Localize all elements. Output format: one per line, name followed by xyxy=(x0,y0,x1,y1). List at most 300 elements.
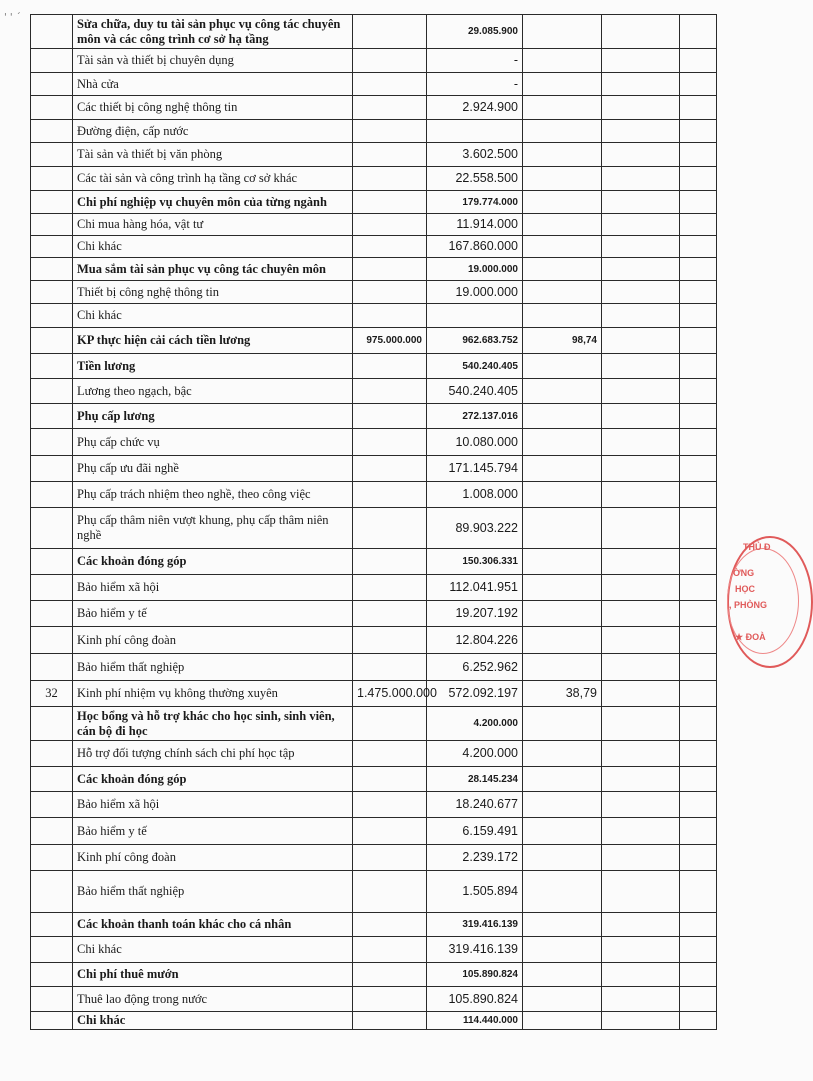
plan-amount xyxy=(353,767,427,792)
empty-cell xyxy=(602,236,680,258)
row-number xyxy=(31,15,73,49)
actual-amount: 2.239.172 xyxy=(427,845,523,871)
table-row xyxy=(31,404,717,429)
item-name: Phụ cấp chức vụ xyxy=(73,429,353,456)
table-row xyxy=(31,767,717,792)
actual-amount: 2.924.900 xyxy=(427,96,523,120)
percent-complete xyxy=(523,987,602,1012)
plan-amount xyxy=(353,508,427,549)
row-number xyxy=(31,707,73,741)
plan-amount xyxy=(353,792,427,818)
item-name: Phụ cấp lương xyxy=(73,404,353,429)
row-number xyxy=(31,96,73,120)
empty-cell xyxy=(602,482,680,508)
table-row xyxy=(31,49,717,73)
item-name: Chi khác xyxy=(73,304,353,328)
row-number xyxy=(31,871,73,913)
actual-amount xyxy=(427,304,523,328)
row-number xyxy=(31,404,73,429)
empty-cell xyxy=(680,258,717,281)
table-row xyxy=(31,214,717,236)
percent-complete xyxy=(523,792,602,818)
plan-amount xyxy=(353,456,427,482)
plan-amount xyxy=(353,236,427,258)
empty-cell xyxy=(602,404,680,429)
plan-amount xyxy=(353,429,427,456)
empty-cell xyxy=(680,281,717,304)
empty-cell xyxy=(680,304,717,328)
table-row xyxy=(31,328,717,354)
empty-cell xyxy=(602,963,680,987)
table-row xyxy=(31,549,717,575)
empty-cell xyxy=(680,741,717,767)
plan-amount xyxy=(353,354,427,379)
empty-cell xyxy=(602,143,680,167)
percent-complete xyxy=(523,404,602,429)
actual-amount: 19.000.000 xyxy=(427,281,523,304)
percent-complete xyxy=(523,937,602,963)
empty-cell xyxy=(680,601,717,627)
plan-amount xyxy=(353,379,427,404)
actual-amount: 29.085.900 xyxy=(427,15,523,49)
empty-cell xyxy=(680,627,717,654)
percent-complete: 38,79 xyxy=(523,681,602,707)
actual-amount: - xyxy=(427,73,523,96)
percent-complete xyxy=(523,191,602,214)
percent-complete xyxy=(523,120,602,143)
empty-cell xyxy=(680,987,717,1012)
actual-amount: 1.505.894 xyxy=(427,871,523,913)
empty-cell xyxy=(602,549,680,575)
plan-amount xyxy=(353,871,427,913)
actual-amount: 19.207.192 xyxy=(427,601,523,627)
percent-complete xyxy=(523,429,602,456)
table-row xyxy=(31,73,717,96)
empty-cell xyxy=(602,258,680,281)
percent-complete xyxy=(523,143,602,167)
table-row xyxy=(31,871,717,913)
item-name: Bảo hiểm y tế xyxy=(73,818,353,845)
actual-amount: 150.306.331 xyxy=(427,549,523,575)
percent-complete xyxy=(523,871,602,913)
empty-cell xyxy=(602,707,680,741)
empty-cell xyxy=(602,654,680,681)
row-number: 32 xyxy=(31,681,73,707)
row-number xyxy=(31,191,73,214)
actual-amount: 12.804.226 xyxy=(427,627,523,654)
row-number xyxy=(31,258,73,281)
row-number xyxy=(31,627,73,654)
empty-cell xyxy=(602,937,680,963)
item-name: Các khoản đóng góp xyxy=(73,767,353,792)
item-name: Tài sản và thiết bị chuyên dụng xyxy=(73,49,353,73)
empty-cell xyxy=(680,913,717,937)
table-row xyxy=(31,429,717,456)
seal-text: , PHÒNG xyxy=(729,600,768,610)
empty-cell xyxy=(680,15,717,49)
item-name: Kinh phí công đoàn xyxy=(73,627,353,654)
empty-cell xyxy=(680,379,717,404)
actual-amount: 179.774.000 xyxy=(427,191,523,214)
plan-amount xyxy=(353,143,427,167)
plan-amount xyxy=(353,845,427,871)
item-name: Các thiết bị công nghệ thông tin xyxy=(73,96,353,120)
table-row xyxy=(31,96,717,120)
row-number xyxy=(31,214,73,236)
row-number xyxy=(31,482,73,508)
actual-amount: 89.903.222 xyxy=(427,508,523,549)
item-name: Các khoản đóng góp xyxy=(73,549,353,575)
actual-amount: 3.602.500 xyxy=(427,143,523,167)
table-row xyxy=(31,15,717,49)
percent-complete xyxy=(523,49,602,73)
row-number xyxy=(31,1012,73,1030)
percent-complete xyxy=(523,167,602,191)
table-row xyxy=(31,236,717,258)
item-name: Bảo hiểm thất nghiệp xyxy=(73,654,353,681)
row-number xyxy=(31,143,73,167)
percent-complete xyxy=(523,15,602,49)
empty-cell xyxy=(602,354,680,379)
row-number xyxy=(31,456,73,482)
plan-amount xyxy=(353,575,427,601)
empty-cell xyxy=(602,49,680,73)
actual-amount: 540.240.405 xyxy=(427,379,523,404)
table-row xyxy=(31,913,717,937)
item-name: KP thực hiện cải cách tiền lương xyxy=(73,328,353,354)
budget-table xyxy=(30,14,717,1030)
plan-amount xyxy=(353,913,427,937)
actual-amount: 112.041.951 xyxy=(427,575,523,601)
row-number xyxy=(31,792,73,818)
table-row xyxy=(31,627,717,654)
empty-cell xyxy=(680,871,717,913)
seal-text: THỦ Đ xyxy=(743,542,771,552)
actual-amount: 10.080.000 xyxy=(427,429,523,456)
empty-cell xyxy=(680,654,717,681)
plan-amount xyxy=(353,167,427,191)
empty-cell xyxy=(680,456,717,482)
empty-cell xyxy=(680,73,717,96)
row-number xyxy=(31,354,73,379)
table-row xyxy=(31,792,717,818)
table-row xyxy=(31,508,717,549)
actual-amount: - xyxy=(427,49,523,73)
empty-cell xyxy=(602,281,680,304)
empty-cell xyxy=(680,429,717,456)
plan-amount xyxy=(353,120,427,143)
row-number xyxy=(31,328,73,354)
empty-cell xyxy=(680,482,717,508)
actual-amount: 540.240.405 xyxy=(427,354,523,379)
table-row xyxy=(31,354,717,379)
percent-complete xyxy=(523,913,602,937)
empty-cell xyxy=(680,508,717,549)
item-name: Chi phí thuê mướn xyxy=(73,963,353,987)
item-name: Bảo hiểm xã hội xyxy=(73,792,353,818)
plan-amount xyxy=(353,549,427,575)
table-row xyxy=(31,818,717,845)
empty-cell xyxy=(602,96,680,120)
plan-amount xyxy=(353,937,427,963)
empty-cell xyxy=(602,191,680,214)
table-row xyxy=(31,601,717,627)
empty-cell xyxy=(602,601,680,627)
item-name: Đường điện, cấp nước xyxy=(73,120,353,143)
empty-cell xyxy=(602,818,680,845)
row-number xyxy=(31,741,73,767)
item-name: Chi khác xyxy=(73,236,353,258)
percent-complete xyxy=(523,818,602,845)
empty-cell xyxy=(602,681,680,707)
percent-complete xyxy=(523,214,602,236)
empty-cell xyxy=(680,404,717,429)
row-number xyxy=(31,937,73,963)
plan-amount xyxy=(353,707,427,741)
actual-amount: 962.683.752 xyxy=(427,328,523,354)
empty-cell xyxy=(602,379,680,404)
percent-complete xyxy=(523,549,602,575)
percent-complete xyxy=(523,741,602,767)
row-number xyxy=(31,963,73,987)
empty-cell xyxy=(680,549,717,575)
percent-complete: 98,74 xyxy=(523,328,602,354)
empty-cell xyxy=(602,456,680,482)
percent-complete xyxy=(523,575,602,601)
actual-amount: 171.145.794 xyxy=(427,456,523,482)
plan-amount xyxy=(353,49,427,73)
plan-amount xyxy=(353,258,427,281)
table-row xyxy=(31,120,717,143)
item-name: Chi phí nghiệp vụ chuyên môn của từng ngành xyxy=(73,191,353,214)
item-name: Bảo hiểm xã hội xyxy=(73,575,353,601)
empty-cell xyxy=(680,707,717,741)
percent-complete xyxy=(523,379,602,404)
actual-amount: 319.416.139 xyxy=(427,937,523,963)
row-number xyxy=(31,987,73,1012)
item-name: Hỗ trợ đối tượng chính sách chi phí học tập xyxy=(73,741,353,767)
item-name: Sửa chữa, duy tu tài sản phục vụ công tác chuyên môn và các công trình cơ sở hạ tầng xyxy=(73,15,353,49)
row-number xyxy=(31,304,73,328)
empty-cell xyxy=(602,214,680,236)
plan-amount xyxy=(353,404,427,429)
actual-amount: 18.240.677 xyxy=(427,792,523,818)
actual-amount: 272.137.016 xyxy=(427,404,523,429)
table-row xyxy=(31,281,717,304)
empty-cell xyxy=(680,96,717,120)
percent-complete xyxy=(523,508,602,549)
row-number xyxy=(31,120,73,143)
actual-amount: 28.145.234 xyxy=(427,767,523,792)
item-name: Các tài sản và công trình hạ tầng cơ sở khác xyxy=(73,167,353,191)
actual-amount xyxy=(427,120,523,143)
seal-text: ★ ĐOÀ xyxy=(735,632,766,642)
table-row xyxy=(31,741,717,767)
plan-amount: 975.000.000 xyxy=(353,328,427,354)
empty-cell xyxy=(680,937,717,963)
seal-text: HỌC xyxy=(735,584,755,594)
table-row xyxy=(31,143,717,167)
plan-amount xyxy=(353,214,427,236)
empty-cell xyxy=(602,1012,680,1030)
percent-complete xyxy=(523,963,602,987)
row-number xyxy=(31,281,73,304)
item-name: Thuê lao động trong nước xyxy=(73,987,353,1012)
empty-cell xyxy=(680,575,717,601)
empty-cell xyxy=(602,120,680,143)
row-number xyxy=(31,601,73,627)
red-seal-stamp xyxy=(727,536,813,668)
row-number xyxy=(31,767,73,792)
percent-complete xyxy=(523,767,602,792)
empty-cell xyxy=(602,73,680,96)
actual-amount: 4.200.000 xyxy=(427,741,523,767)
empty-cell xyxy=(602,792,680,818)
row-number xyxy=(31,73,73,96)
percent-complete xyxy=(523,281,602,304)
empty-cell xyxy=(680,143,717,167)
table-row xyxy=(31,963,717,987)
empty-cell xyxy=(602,508,680,549)
table-row xyxy=(31,258,717,281)
table-row xyxy=(31,191,717,214)
row-number xyxy=(31,49,73,73)
table-row xyxy=(31,304,717,328)
item-name: Chi khác xyxy=(73,1012,353,1030)
item-name: Mua sắm tài sản phục vụ công tác chuyên môn xyxy=(73,258,353,281)
actual-amount: 114.440.000 xyxy=(427,1012,523,1030)
row-number xyxy=(31,167,73,191)
percent-complete xyxy=(523,354,602,379)
empty-cell xyxy=(602,767,680,792)
row-number xyxy=(31,913,73,937)
actual-amount: 4.200.000 xyxy=(427,707,523,741)
plan-amount xyxy=(353,741,427,767)
plan-amount xyxy=(353,601,427,627)
actual-amount: 11.914.000 xyxy=(427,214,523,236)
plan-amount xyxy=(353,654,427,681)
empty-cell xyxy=(680,49,717,73)
item-name: Kinh phí nhiệm vụ không thường xuyên xyxy=(73,681,353,707)
seal-text: ỜNG xyxy=(733,568,755,578)
item-name: Chi mua hàng hóa, vật tư xyxy=(73,214,353,236)
item-name: Kinh phí công đoàn xyxy=(73,845,353,871)
item-name: Phụ cấp thâm niên vượt khung, phụ cấp thâm niên nghề xyxy=(73,508,353,549)
item-name: Phụ cấp trách nhiệm theo nghề, theo công việc xyxy=(73,482,353,508)
row-number xyxy=(31,654,73,681)
row-number xyxy=(31,845,73,871)
item-name: Thiết bị công nghệ thông tin xyxy=(73,281,353,304)
plan-amount xyxy=(353,1012,427,1030)
table-row xyxy=(31,845,717,871)
empty-cell xyxy=(602,167,680,191)
table-row xyxy=(31,937,717,963)
table-row xyxy=(31,456,717,482)
empty-cell xyxy=(602,304,680,328)
percent-complete xyxy=(523,236,602,258)
percent-complete xyxy=(523,456,602,482)
empty-cell xyxy=(680,963,717,987)
empty-cell xyxy=(680,167,717,191)
actual-amount: 1.008.000 xyxy=(427,482,523,508)
plan-amount xyxy=(353,73,427,96)
empty-cell xyxy=(602,15,680,49)
empty-cell xyxy=(680,792,717,818)
plan-amount xyxy=(353,987,427,1012)
item-name: Tiền lương xyxy=(73,354,353,379)
plan-amount xyxy=(353,96,427,120)
plan-amount xyxy=(353,818,427,845)
table-row xyxy=(31,167,717,191)
item-name: Nhà cửa xyxy=(73,73,353,96)
table-row xyxy=(31,654,717,681)
percent-complete xyxy=(523,258,602,281)
empty-cell xyxy=(680,767,717,792)
empty-cell xyxy=(680,236,717,258)
empty-cell xyxy=(602,429,680,456)
item-name: Bảo hiểm thất nghiệp xyxy=(73,871,353,913)
plan-amount xyxy=(353,304,427,328)
item-name: Lương theo ngạch, bậc xyxy=(73,379,353,404)
empty-cell xyxy=(680,818,717,845)
item-name: Các khoản thanh toán khác cho cá nhân xyxy=(73,913,353,937)
table-row xyxy=(31,987,717,1012)
row-number xyxy=(31,236,73,258)
item-name: Tài sản và thiết bị văn phòng xyxy=(73,143,353,167)
empty-cell xyxy=(680,328,717,354)
scan-mark: ' ' ´ xyxy=(4,12,21,23)
actual-amount: 6.159.491 xyxy=(427,818,523,845)
table-row xyxy=(31,707,717,741)
row-number xyxy=(31,818,73,845)
empty-cell xyxy=(602,741,680,767)
actual-amount: 105.890.824 xyxy=(427,963,523,987)
empty-cell xyxy=(602,913,680,937)
empty-cell xyxy=(680,845,717,871)
percent-complete xyxy=(523,482,602,508)
percent-complete xyxy=(523,627,602,654)
row-number xyxy=(31,508,73,549)
table-row xyxy=(31,681,717,707)
actual-amount: 572.092.197 xyxy=(427,681,523,707)
empty-cell xyxy=(602,575,680,601)
plan-amount xyxy=(353,191,427,214)
empty-cell xyxy=(602,328,680,354)
empty-cell xyxy=(602,627,680,654)
empty-cell xyxy=(680,681,717,707)
actual-amount: 319.416.139 xyxy=(427,913,523,937)
table-row xyxy=(31,379,717,404)
table-row xyxy=(31,482,717,508)
percent-complete xyxy=(523,1012,602,1030)
row-number xyxy=(31,549,73,575)
percent-complete xyxy=(523,654,602,681)
table-row xyxy=(31,575,717,601)
empty-cell xyxy=(680,191,717,214)
item-name: Bảo hiểm y tế xyxy=(73,601,353,627)
percent-complete xyxy=(523,304,602,328)
table-row xyxy=(31,1012,717,1030)
plan-amount: 1.475.000.000 xyxy=(353,681,427,707)
percent-complete xyxy=(523,73,602,96)
actual-amount: 6.252.962 xyxy=(427,654,523,681)
row-number xyxy=(31,575,73,601)
empty-cell xyxy=(602,871,680,913)
empty-cell xyxy=(602,845,680,871)
percent-complete xyxy=(523,707,602,741)
actual-amount: 22.558.500 xyxy=(427,167,523,191)
empty-cell xyxy=(680,214,717,236)
